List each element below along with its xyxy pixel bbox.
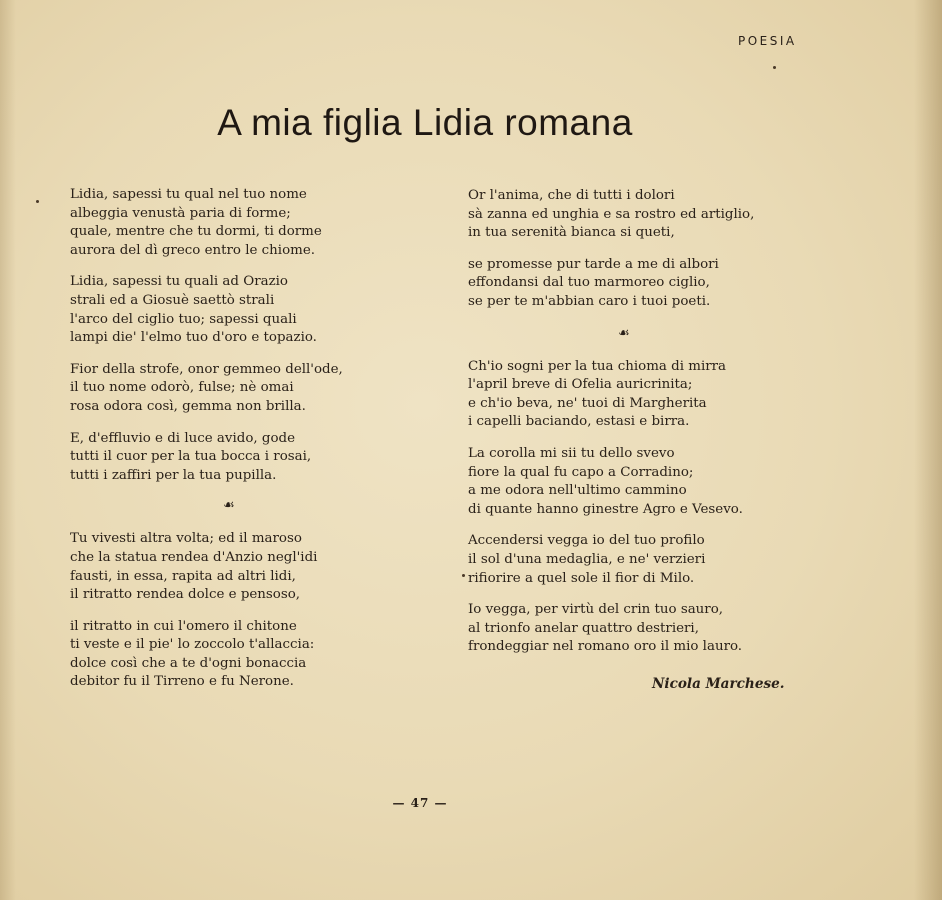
right-column (468, 187, 778, 670)
stanza (468, 187, 778, 243)
print-speck (36, 200, 39, 203)
page-edge-shadow-right (914, 0, 942, 900)
verse-line: tutti il cuor per la tua bocca i rosai, (70, 449, 312, 465)
stanza (468, 445, 778, 519)
verse-line: in tua serenità bianca si queti, (468, 225, 675, 241)
stanza (70, 186, 370, 260)
section-header: POESIA (738, 34, 797, 48)
verse-line: rosa odora così, gemma non brilla. (70, 398, 306, 414)
author-signature: Nicola Marchese. (652, 676, 785, 692)
ornament-separator: ☙ (223, 498, 235, 514)
verse-line: Or l'anima, che di tutti i dolori (468, 188, 675, 203)
verse-line: E, d'effluvio e di luce avido, gode (70, 430, 296, 446)
verse-line: dolce così che a te d'ogni bonaccia (70, 655, 307, 671)
stanza (468, 601, 778, 657)
verse-line: l'arco del ciglio tuo; sapessi quali (70, 311, 297, 327)
verse-line: fausti, in essa, rapita ad altri lidi, (70, 568, 296, 584)
verse-line: debitor fu il Tirreno e fu Nerone. (70, 674, 294, 690)
verse-line: che la statua rendea d'Anzio negl'idi (70, 549, 318, 565)
verse-line: effondansi dal tuo marmoreo ciglio, (468, 275, 710, 291)
verse-line: Io vegga, per virtù del crin tuo sauro, (468, 602, 724, 618)
verse-line: tutti i zaffiri per la tua pupilla. (70, 467, 277, 483)
right-stanzas-part-1 (468, 187, 778, 312)
stanza (70, 273, 370, 347)
verse-line: e ch'io beva, ne' tuoi di Margherita (468, 395, 707, 411)
verse-line: il sol d'una medaglia, e ne' verzieri (468, 551, 706, 567)
poem-title: A mia figlia Lidia romana (217, 102, 633, 143)
left-column (70, 186, 370, 705)
verse-line: quale, mentre che tu dormi, ti dorme (70, 224, 322, 240)
verse-line: rifiorire a quel sole il fior di Milo. (468, 570, 695, 586)
verse-line: Lidia, sapessi tu quali ad Orazio (70, 274, 288, 290)
verse-line: strali ed a Giosuè saettò strali (70, 292, 275, 308)
stanza (70, 618, 370, 692)
verse-line: Lidia, sapessi tu qual nel tuo nome (70, 187, 307, 202)
left-stanzas-part-2 (70, 530, 370, 692)
verse-line: a me odora nell'ultimo cammino (468, 483, 687, 499)
verse-line: ti veste e il pie' lo zoccolo t'allaccia: (70, 637, 315, 653)
verse-line: Accendersi vegga io del tuo profilo (468, 533, 705, 549)
stanza (70, 530, 370, 604)
verse-line: se promesse pur tarde a me di albori (468, 256, 719, 272)
verse-line: il ritratto in cui l'omero il chitone (70, 618, 297, 634)
verse-line: aurora del dì greco entro le chiome. (70, 242, 316, 258)
print-speck (773, 66, 776, 69)
verse-line: il ritratto rendea dolce e pensoso, (70, 587, 301, 603)
left-stanzas-part-1 (70, 186, 370, 485)
verse-line: l'april breve di Ofelia auricrinita; (468, 377, 693, 393)
verse-line: frondeggiar nel romano oro il mio lauro. (468, 639, 743, 655)
stanza (70, 361, 370, 417)
verse-line: sà zanna ed unghia e sa rostro ed artiglio, (468, 206, 755, 222)
verse-line: Fior della strofe, onor gemmeo dell'ode, (70, 361, 343, 377)
stanza (468, 358, 778, 432)
verse-line: fiore la qual fu capo a Corradino; (468, 464, 694, 480)
verse-line: albeggia venustà paria di forme; (70, 205, 291, 221)
verse-line: di quante hanno ginestre Agro e Vesevo. (468, 501, 743, 517)
verse-line: i capelli baciando, estasi e birra. (468, 414, 690, 430)
verse-line: al trionfo anelar quattro destrieri, (468, 620, 699, 636)
verse-line: se per te m'abbian caro i tuoi poeti. (468, 293, 711, 309)
verse-line: il tuo nome odorò, fulse; nè omai (70, 380, 294, 396)
ornament-separator: ☙ (618, 325, 630, 341)
page-number: — 47 — (392, 796, 448, 810)
stanza (468, 532, 778, 588)
stanza (70, 430, 370, 486)
stanza (468, 256, 778, 312)
verse-line: La corolla mi sii tu dello svevo (468, 445, 675, 461)
right-stanzas-part-2 (468, 358, 778, 657)
print-speck (462, 574, 465, 577)
verse-line: Tu vivesti altra volta; ed il maroso (70, 531, 302, 547)
verse-line: lampi die' l'elmo tuo d'oro e topazio. (70, 330, 317, 346)
verse-line: Ch'io sogni per la tua chioma di mirra (468, 358, 727, 374)
